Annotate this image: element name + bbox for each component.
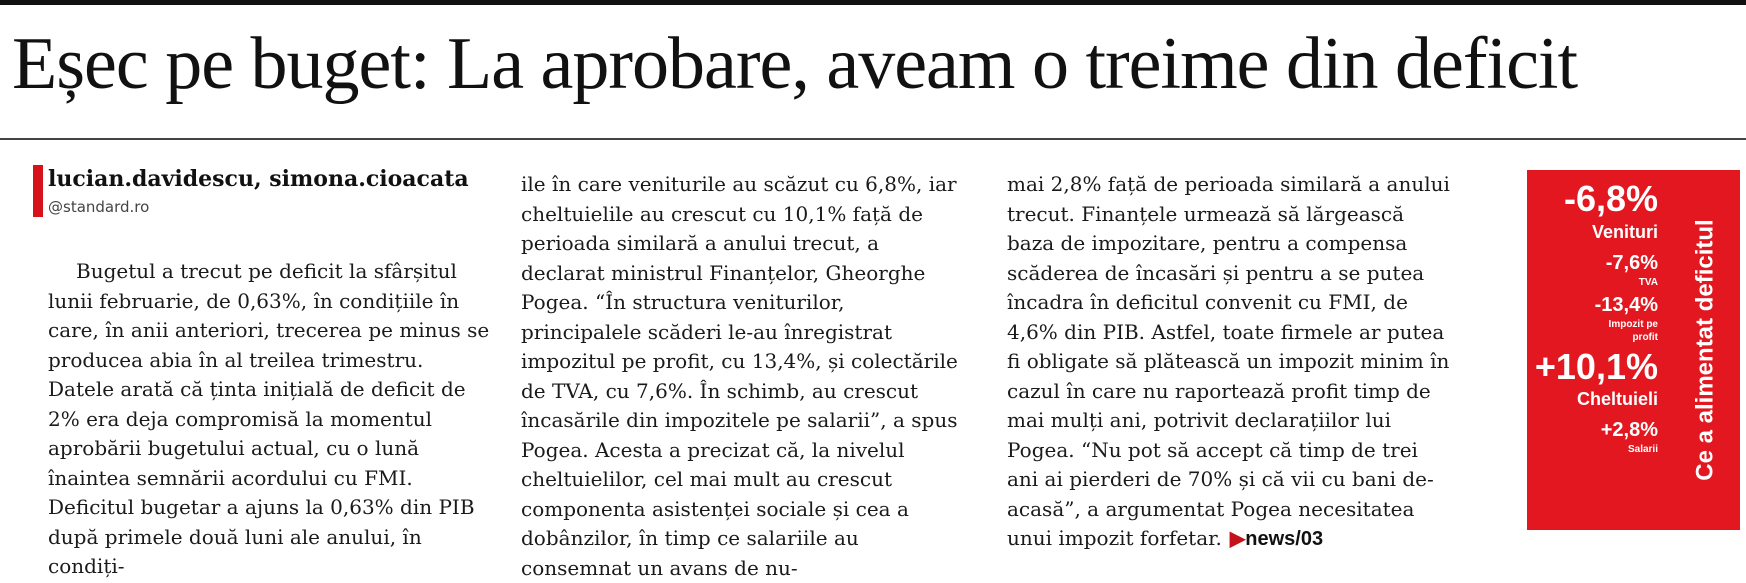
byline-authors: lucian.davidescu, simona.cioacata [48, 166, 469, 192]
byline-source: @standard.ro [48, 198, 150, 216]
profit-label-line-2: profit [1632, 332, 1658, 343]
article-column-3 [1007, 170, 1452, 555]
venituri-value: -6,8% [1563, 178, 1658, 219]
article-column-1 [48, 257, 493, 582]
tva-value: -7,6% [1605, 252, 1658, 274]
profit-label-line-1: Impozit pe [1608, 319, 1658, 330]
profit-value: -13,4% [1594, 294, 1658, 316]
column-3-text: mai 2,8% față de perioada similară a anului trecut. Finanțele urmează să lărgească baza de impozitare, pentru a compensa scăderea de încasări și pentru a se putea încadra în deficitul convenit cu FMI, de 4,6% din PIB. Astfel, toate firmele ar putea fi obligate să plătească un impozit minim în cazul în care nu raportează profit timp de mai mulți ani, potrivit declarațiilor lui Pogea. “Nu pot să accept că timp de trei ani ai pierderi de 70% și că vii cu bani de-acasă”, a argumentat Pogea necesitatea unui impozit forfetar. [1007, 172, 1450, 550]
sidebar-title: Ce a alimentat deficitul [1692, 219, 1719, 481]
headline: Eșec pe buget: La aprobare, aveam o treime din deficit [12, 23, 1578, 105]
column-1-text: Bugetul a trecut pe deficit la sfârșitul lunii februarie, de 0,63%, în condițiile în care, în anii anteriori, trecerea pe minus se producea abia în al treilea trimestru. Datele arată că ținta inițială de deficit de 2% era deja compromisă la momentul aprobării bugetului actual, cu o lună înaintea semnării acordului cu FMI. Deficitul bugetar a ajuns la 0,63% din PIB după primele două luni ale anului, în condiți- [48, 259, 490, 578]
salarii-value: +2,8% [1600, 419, 1658, 441]
salarii-label: Salarii [1627, 444, 1658, 455]
venituri-label: Venituri [1591, 222, 1658, 242]
headline-divider [0, 138, 1746, 140]
byline-accent-bar [33, 165, 43, 217]
cheltuieli-label: Cheltuieli [1576, 389, 1658, 409]
top-rule [0, 0, 1746, 5]
cheltuieli-value: +10,1% [1534, 346, 1658, 387]
column-2-text: ile în care veniturile au scăzut cu 6,8%, iar cheltuielile au crescut cu 10,1% față de perioada similară a anului trecut, a declarat ministrul Finanțelor, Gheorghe Pogea. “În structura veniturilor, principalele scăderi le-au înregistrat impozitul pe profit, cu 13,4%, și colectările de TVA, cu 7,6%. În schimb, au crescut încasările din impozitele pe salarii”, a spus Pogea. Acesta a precizat că, la nivelul cheltuielilor, cel mai mult au crescut componenta asistenței sociale și cea a dobânzilor, în timp ce salariile au consemnat un avans de nu- [521, 172, 958, 580]
arrow-right-icon: ▶ [1229, 528, 1246, 550]
tva-label: TVA [1638, 277, 1658, 288]
article-column-2 [521, 170, 966, 583]
sidebar-title-wrap [1682, 175, 1730, 525]
cross-reference: news/03 [1245, 528, 1324, 550]
